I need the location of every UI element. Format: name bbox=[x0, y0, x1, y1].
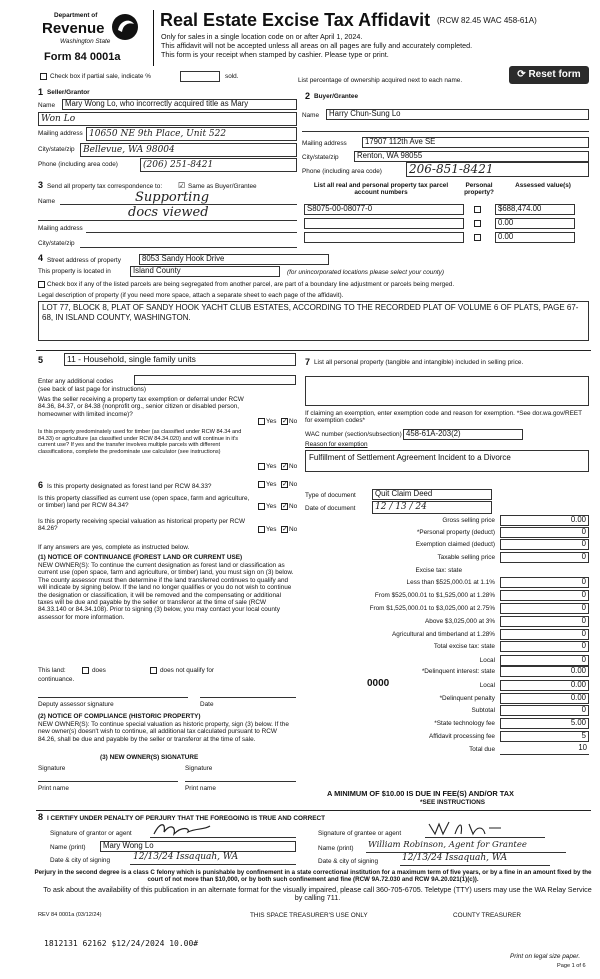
sec5-q1: Was the seller receiving a property tax exemption or deferral under RCW 84.36, 84.37, or 84.38 (nonprofit org., senior citizen or disabled person, homeowner with limited income)? bbox=[38, 396, 244, 418]
seller-mail-label: Mailing address bbox=[38, 130, 83, 137]
parcel-acct-3[interactable] bbox=[304, 232, 464, 243]
sec7-num: 7 bbox=[305, 357, 311, 367]
tax-row-value[interactable]: 0 bbox=[500, 603, 589, 614]
parcel-value-2[interactable]: 0.00 bbox=[495, 218, 575, 229]
doc-date-label: Date of document bbox=[305, 505, 356, 512]
sec3-num: 3 bbox=[38, 180, 44, 190]
header-sub-2: This affidavit will not be accepted unless all areas on all pages are fully and accurately completed. bbox=[161, 41, 473, 50]
buyer-city-field[interactable]: Renton, WA 98055 bbox=[354, 151, 589, 162]
tax-row-label: Local bbox=[479, 682, 495, 689]
parcel-value-3[interactable]: 0.00 bbox=[495, 232, 575, 243]
tax-row-value[interactable]: 0 bbox=[500, 629, 589, 640]
tax-row-label: Affidavit processing fee bbox=[429, 733, 495, 740]
owner-sig-line-1 bbox=[38, 781, 178, 782]
same-as-buyer-label: Same as Buyer/Grantee bbox=[188, 183, 257, 190]
sec6-q3-no[interactable]: ✓ bbox=[282, 526, 288, 533]
reason-field[interactable]: Fulfillment of Settlement Agreement Incident to a Divorce bbox=[305, 450, 589, 472]
grantor-sig-label: Signature of grantor or agent bbox=[50, 830, 132, 837]
tax-row-value[interactable]: 0 bbox=[500, 616, 589, 627]
deputy-date-label: Date bbox=[200, 701, 214, 708]
parcel-acct-1[interactable]: S8075-00-08077-0 bbox=[304, 204, 464, 215]
county-select[interactable]: Island County bbox=[130, 266, 280, 277]
buyer-name-field[interactable]: Harry Chun-Sung Lo bbox=[326, 109, 589, 120]
sec5-q1-yes-label: Yes bbox=[266, 418, 277, 425]
tax-row-value[interactable]: 0 bbox=[500, 705, 589, 716]
sec6-q3-yes[interactable] bbox=[258, 526, 265, 533]
treasurer-only-label: THIS SPACE TREASURER'S USE ONLY bbox=[250, 912, 368, 919]
sec5-q2-yes[interactable] bbox=[258, 463, 265, 470]
legal-description-field[interactable]: LOT 77, BLOCK 8, PLAT OF SANDY HOOK YACHT CLUB ESTATES, ACCORDING TO THE RECORDED PLAT OF VOLUME 6 OF PLATS, PAGE 67-68, IN ISLAND COUNTY, WASHINGTON. bbox=[38, 301, 589, 341]
logo-dept-text: Department of bbox=[54, 12, 98, 19]
land-does-label: does bbox=[92, 667, 106, 674]
buyer-name-line2 bbox=[302, 131, 589, 132]
seller-city-label: City/state/zip bbox=[38, 146, 75, 153]
grantor-sig-line bbox=[150, 837, 296, 838]
seller-name-field[interactable]: Mary Wong Lo, who incorrectly acquired title as Mary bbox=[62, 99, 297, 110]
segregated-label: Check box if any of the listed parcels are being segregated from another parcel, are part of a boundary line adjustment or parcels being merged. bbox=[47, 281, 455, 288]
parcel-value-1[interactable]: $688,474.00 bbox=[495, 204, 575, 215]
header-sub-3: This form is your receipt when stamped by cashier. Please type or print. bbox=[161, 50, 389, 59]
grantor-name-label: Name (print) bbox=[50, 844, 86, 851]
doc-type-label: Type of document bbox=[305, 492, 356, 499]
parcel-acct-2[interactable] bbox=[304, 218, 464, 229]
buyer-name-label: Name bbox=[302, 112, 320, 119]
sec3-name-value: Supporting bbox=[135, 190, 210, 205]
sec8-divider bbox=[36, 810, 591, 811]
tax-row-label: *Delinquent penalty bbox=[439, 695, 495, 702]
revenue-logo bbox=[40, 8, 148, 68]
sec5-q2: Is this property predominately used for timber (as classified under RCW 84.34 and 84.33) or agriculture (as classified under RCW 84.34.020) and will continue in it's current use? If yes and the transfer involves multiple parcels with different classifications, complete the predominate use calculator (see instructions) bbox=[38, 429, 242, 455]
tax-row-value[interactable]: 0.00 bbox=[500, 515, 589, 526]
see-instructions: *SEE INSTRUCTIONS bbox=[420, 799, 485, 806]
tax-row-label: Subtotal bbox=[471, 707, 495, 714]
perjury-notice: Perjury in the second degree is a class C felony which is punishable by confinement in a state correctional institution for a maximum term of five years, or by a fine in an amount fixed by the court of not more than $10,000, or by both such confinement and fine (RCW 9A.72.030 and RCW 9A.20.021(1)(c)). bbox=[34, 869, 592, 884]
partial-sold-label: sold. bbox=[225, 73, 239, 80]
same-as-buyer-checkbox[interactable]: ☑ bbox=[178, 181, 186, 190]
sec6-q1-yes[interactable] bbox=[258, 481, 265, 488]
tax-row-value[interactable]: 0.00 bbox=[500, 666, 589, 677]
sec5-num: 5 bbox=[38, 355, 44, 365]
parcel-personal-checkbox-3[interactable] bbox=[474, 234, 481, 241]
sec6-q3-no-label: No bbox=[289, 526, 298, 533]
buyer-city-label: City/state/zip bbox=[302, 154, 339, 161]
buyer-mail-field[interactable]: 17907 112th Ave SE bbox=[362, 137, 589, 148]
tax-row-label: Exemption claimed (deduct) bbox=[415, 541, 495, 548]
logo-swirl-icon bbox=[110, 12, 140, 42]
seller-section-num: 1 bbox=[38, 87, 44, 97]
sec3-mail-label: Mailing address bbox=[38, 225, 83, 232]
buyer-heading: Buyer/Grantee bbox=[314, 93, 359, 100]
new-owner-sig-heading: (3) NEW OWNER(S) SIGNATURE bbox=[100, 754, 199, 761]
revision-label: REV 84 0001a (03/12/24) bbox=[38, 912, 102, 918]
local-code: 0000 bbox=[367, 678, 390, 689]
minimum-due-note: A MINIMUM OF $10.00 IS DUE IN FEE(S) AND/OR TAX bbox=[327, 789, 514, 798]
tax-row-label: Gross selling price bbox=[442, 517, 495, 524]
exemption-label: If claiming an exemption, enter exemption code and reason for exemption. *See dor.wa.gov/REET for exemption codes* bbox=[305, 410, 582, 425]
sec3-city-label: City/state/zip bbox=[38, 240, 75, 247]
tax-row-value[interactable]: 0.00 bbox=[500, 693, 589, 704]
tax-row-value[interactable]: 0 bbox=[500, 577, 589, 588]
sec3-mail-line bbox=[86, 232, 297, 233]
sec5-q2-no-label: No bbox=[289, 463, 298, 470]
sec4-num: 4 bbox=[38, 253, 44, 263]
tax-row-label: Above $3,025,000 at 3% bbox=[425, 618, 495, 625]
sec5-q2-yes-label: Yes bbox=[266, 463, 277, 470]
sec6-q2-yes[interactable] bbox=[258, 503, 265, 510]
tax-row-value[interactable]: 0 bbox=[500, 641, 589, 652]
logo-state-text: Washington State bbox=[60, 38, 111, 45]
reset-icon: ⟳ bbox=[517, 69, 526, 80]
grantor-date-value: 12/13/24 Issaquah, WA bbox=[133, 852, 239, 862]
seller-name-field-cont[interactable]: Won Lo bbox=[38, 112, 297, 126]
sec6-q2: Is this property classified as current use (open space, farm and agriculture, or timber) land per RCW 84.34? bbox=[38, 495, 250, 510]
accessibility-notice: To ask about the availability of this publication in an alternate format for the visually impaired, please call 360-705-6705. Teletype (TTY) users may use the WA Relay Service by calling 711. bbox=[43, 885, 592, 903]
form-rcw: (RCW 82.45 WAC 458-61A) bbox=[437, 16, 537, 25]
sec6-q1-no-label: No bbox=[289, 481, 298, 488]
tax-row-value[interactable]: 10 bbox=[500, 744, 589, 755]
sec6-q2-yes-label: Yes bbox=[266, 503, 277, 510]
parcels-header: List all real and personal property tax parcel account numbers bbox=[313, 182, 449, 197]
tax-row-value[interactable]: 0 bbox=[500, 527, 589, 538]
sec3-name-value2: docs viewed bbox=[128, 205, 209, 220]
continuance-label: continuance. bbox=[38, 676, 75, 683]
deputy-sig-label: Deputy assessor signature bbox=[38, 701, 114, 708]
land-use-code-select[interactable]: 11 - Household, single family units bbox=[64, 353, 296, 366]
personal-property-field[interactable] bbox=[305, 376, 589, 406]
add-codes-field[interactable] bbox=[134, 375, 296, 385]
ownership-note: List percentage of ownership acquired next to each name. bbox=[298, 77, 463, 84]
add-codes-note: (see back of last page for instructions) bbox=[38, 386, 146, 393]
reset-label: Reset form bbox=[528, 69, 581, 80]
tax-row-label: From $1,525,000.01 to $3,025,000 at 2.75% bbox=[369, 605, 495, 612]
street-label: Street address of property bbox=[47, 257, 121, 264]
seller-heading: Seller/Grantor bbox=[47, 89, 90, 96]
sec3-label: Send all property tax correspondence to: bbox=[47, 183, 163, 190]
sec6-q3-yes-label: Yes bbox=[266, 526, 277, 533]
sec6-num: 6 bbox=[38, 480, 44, 490]
sec5-q1-no[interactable]: ✓ bbox=[282, 418, 288, 425]
sec5-q1-no-label: No bbox=[289, 418, 298, 425]
tax-row-label: Local bbox=[479, 657, 495, 664]
tax-row-label: Total excise tax: state bbox=[433, 643, 495, 650]
grantor-name-field[interactable]: Mary Wong Lo bbox=[100, 841, 296, 852]
tax-row-label: *Delinquent interest: state bbox=[421, 668, 495, 675]
buyer-mail-label: Mailing address bbox=[302, 140, 347, 147]
sec3-name-line2 bbox=[38, 220, 297, 221]
compliance-heading: (2) NOTICE OF COMPLIANCE (HISTORIC PROPERTY) bbox=[38, 713, 201, 720]
page-number: Page 1 of 6 bbox=[557, 963, 586, 969]
doc-type-field[interactable]: Quit Claim Deed bbox=[372, 489, 492, 500]
seller-name-label: Name bbox=[38, 102, 56, 109]
reset-form-button[interactable] bbox=[509, 66, 589, 84]
deputy-date-line bbox=[200, 697, 296, 698]
owner-sig-line-2 bbox=[185, 781, 296, 782]
continuance-heading: (1) NOTICE OF CONTINUANCE (FOREST LAND OR CURRENT USE) bbox=[38, 554, 243, 561]
add-codes-label: Enter any additional codes bbox=[38, 378, 114, 385]
tax-row-label: Total due bbox=[469, 746, 495, 753]
sec6-q2-no-label: No bbox=[289, 503, 298, 510]
sec6-q1: Is this property designated as forest land per RCW 84.33? bbox=[47, 483, 212, 490]
sec6-q2-no[interactable]: ✓ bbox=[282, 503, 288, 510]
land-does-not-label: does not qualify for bbox=[160, 667, 214, 674]
cashier-stamp: 1812131 62162 $12/24/2024 10.00# bbox=[44, 939, 199, 948]
sec6-q1-yes-label: Yes bbox=[266, 481, 277, 488]
form-title: Real Estate Excise Tax Affidavit bbox=[160, 10, 431, 30]
buyer-phone-label: Phone (including area code) bbox=[302, 168, 382, 175]
partial-pct-input[interactable] bbox=[180, 71, 220, 82]
wac-label: WAC number (section/subsection) bbox=[305, 431, 402, 438]
owner-sig-label-2: Signature bbox=[185, 765, 213, 772]
wac-field[interactable]: 458-61A-203(2) bbox=[403, 429, 523, 440]
partial-sale-checkbox[interactable] bbox=[40, 73, 47, 80]
seller-city-field[interactable]: Bellevue, WA 98004 bbox=[80, 143, 297, 157]
sec6-q1-no[interactable]: ✓ bbox=[282, 481, 288, 488]
parcels-assessed-header: Assessed value(s) bbox=[515, 182, 571, 189]
land-does-checkbox[interactable] bbox=[82, 667, 89, 674]
sec3-city-line bbox=[80, 247, 297, 248]
sec5-q1-yes[interactable] bbox=[258, 418, 265, 425]
header-sub-1: Only for sales in a single location code on or after April 1, 2024. bbox=[161, 32, 363, 41]
grantee-name-label: Name (print) bbox=[318, 845, 354, 852]
deputy-sig-line bbox=[38, 697, 188, 698]
parcel-personal-checkbox-1[interactable] bbox=[474, 206, 481, 213]
grantee-date-label: Date & city of signing bbox=[318, 858, 379, 865]
grantor-date-line bbox=[130, 864, 296, 865]
header-divider bbox=[153, 10, 154, 66]
form-number: Form 84 0001a bbox=[44, 51, 121, 63]
grantee-name-value: William Robinson, Agent for Grantee bbox=[368, 840, 527, 850]
sec6-q3: Is this property receiving special valuation as historical property per RCW 84.26? bbox=[38, 518, 246, 533]
tax-row-value[interactable]: 5 bbox=[500, 731, 589, 742]
reason-label: Reason for exemption bbox=[305, 441, 368, 448]
seller-mail-field[interactable]: 10650 NE 9th Place, Unit 522 bbox=[86, 127, 297, 141]
owner-sig-label-1: Signature bbox=[38, 765, 66, 772]
grantee-sig-line bbox=[425, 837, 545, 838]
continuance-body: NEW OWNER(S): To continue the current designation as forest land or classification as current use (open space, farm and agriculture, or timber) land, you must sign on (3) below. The county assessor must then determine if the land transferred continues to qualify and will indicate by signing below. If the land no longer qualifies or you do not wish to continue the designation or classification, it will be removed and the compensating or additional taxes will be due and payable by the seller or transferor at the time of sale (RCW 84.33.140 or 84.34.108). Prior to signing (3) below, you may contact your local county assessor for more information. bbox=[38, 562, 294, 621]
grantor-signature bbox=[150, 820, 230, 838]
tax-row-label: Agricultural and timberland at 1.28% bbox=[391, 631, 495, 638]
segregated-checkbox[interactable] bbox=[38, 281, 45, 288]
grantee-signature bbox=[425, 818, 505, 838]
print-legal-note: Print on legal size paper. bbox=[510, 953, 581, 960]
parcels-personal-header: Personal property? bbox=[464, 182, 494, 197]
tax-row-label: Excise tax: state bbox=[415, 567, 462, 574]
logo-revenue-text: Revenue bbox=[42, 20, 105, 37]
land-does-not-checkbox[interactable] bbox=[150, 667, 157, 674]
grantee-date-value: 12/13/24 Issaquah, WA bbox=[402, 853, 508, 863]
tax-row-value[interactable]: 5.00 bbox=[500, 718, 589, 729]
sec5-q2-no[interactable]: ✓ bbox=[282, 463, 288, 470]
compliance-body: NEW OWNER(S): To continue special valuation as historic property, sign (3) below. If the new owner(s) doesn't wish to continue, all additional tax calculated pursuant to RCW 84.26, shall be due and payable by the seller or transferor at the time of sale. bbox=[38, 721, 289, 743]
certify-text: I CERTIFY UNDER PENALTY OF PERJURY THAT THE FOREGOING IS TRUE AND CORRECT bbox=[47, 815, 326, 822]
grantor-date-label: Date & city of signing bbox=[50, 857, 111, 864]
tax-row-value[interactable]: 0 bbox=[500, 552, 589, 563]
sec6-note: If any answers are yes, complete as instructed below. bbox=[38, 544, 190, 551]
seller-phone-label: Phone (including area code) bbox=[38, 161, 118, 168]
sec8-num: 8 bbox=[38, 812, 44, 822]
doc-date-field[interactable]: 12 / 13 / 24 bbox=[372, 501, 492, 514]
grantee-sig-label: Signature of grantee or agent bbox=[318, 830, 402, 837]
parcel-personal-checkbox-2[interactable] bbox=[474, 220, 481, 227]
tax-row-value[interactable]: 0 bbox=[500, 590, 589, 601]
this-land-label: This land: bbox=[38, 667, 66, 674]
tax-row-label: From $525,000.01 to $1,525,000 at 1.28% bbox=[374, 592, 495, 599]
tax-row-label: Less than $525,000.01 at 1.1% bbox=[406, 579, 495, 586]
county-treasurer-label: COUNTY TREASURER bbox=[453, 912, 521, 919]
seller-phone-field[interactable]: (206) 251-8421 bbox=[140, 158, 297, 172]
tax-row-label: Taxable selling price bbox=[437, 554, 495, 561]
sec5-divider bbox=[36, 350, 591, 351]
sec3-name-label: Name bbox=[38, 198, 56, 205]
owner-print-label-2: Print name bbox=[185, 785, 216, 792]
located-label: This property is located in bbox=[38, 268, 111, 275]
owner-print-label-1: Print name bbox=[38, 785, 69, 792]
sec7-label: List all personal property (tangible and intangible) included in selling price. bbox=[314, 359, 524, 366]
tax-row-value[interactable]: 0 bbox=[500, 655, 589, 666]
tax-row-value[interactable]: 0 bbox=[500, 539, 589, 550]
buyer-section-num: 2 bbox=[305, 91, 311, 101]
tax-row-label: *Personal property (deduct) bbox=[416, 529, 495, 536]
partial-sale-label: Check box if partial sale, indicate % bbox=[50, 73, 151, 80]
located-note: (for unincorporated locations please select your county) bbox=[287, 269, 445, 276]
grantee-date-line bbox=[400, 865, 550, 866]
legal-label: Legal description of property (if you need more space, attach a separate sheet to each page of the affidavit). bbox=[38, 292, 344, 299]
tax-row-label: *State technology fee bbox=[434, 720, 495, 727]
tax-row-value[interactable]: 0.00 bbox=[500, 680, 589, 691]
buyer-phone-field[interactable]: 206-851-8421 bbox=[406, 162, 589, 177]
street-field[interactable]: 8053 Sandy Hook Drive bbox=[139, 254, 329, 265]
